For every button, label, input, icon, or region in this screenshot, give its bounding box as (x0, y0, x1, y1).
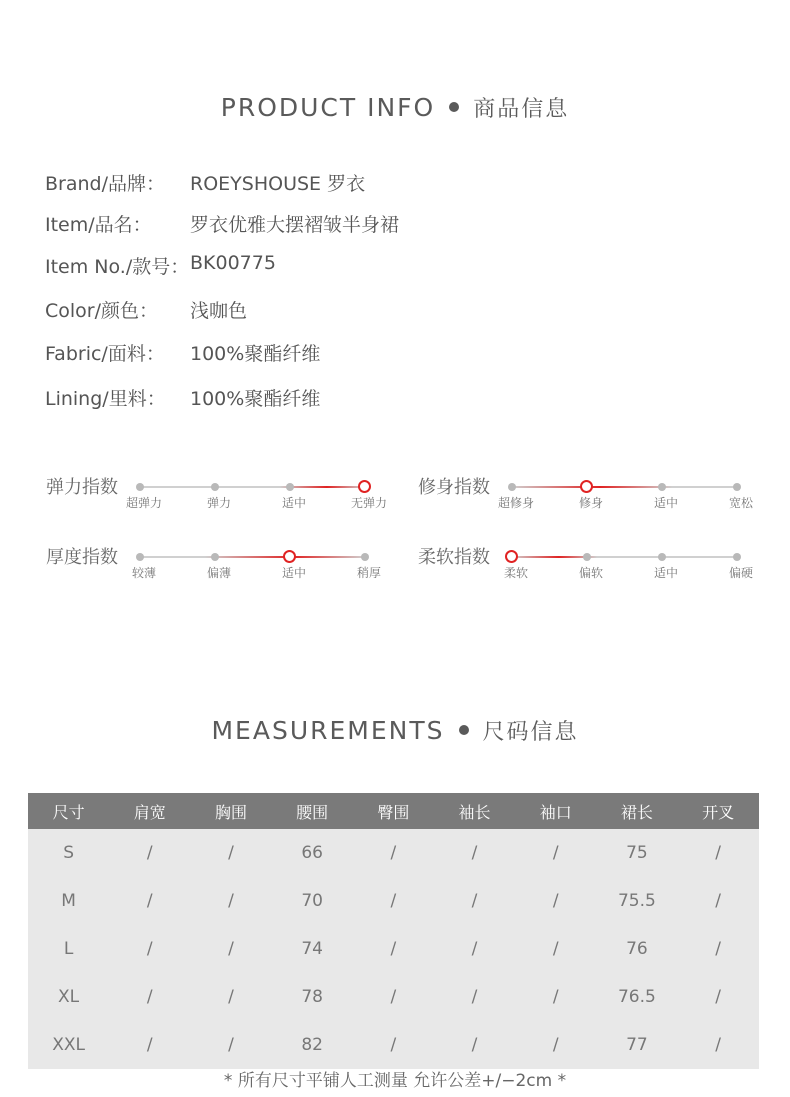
info-key: Lining/里料： (45, 388, 166, 410)
info-value: ROEYSHOUSE 罗衣 (190, 173, 366, 195)
table-row (28, 829, 759, 877)
index-label: 偏薄 (206, 566, 232, 580)
index-point (658, 483, 666, 491)
table-row (28, 1021, 759, 1069)
table-header-cell: 腰围 (296, 802, 329, 822)
table-header-cell: 开叉 (702, 802, 735, 822)
title-dot (449, 102, 459, 112)
info-key: Brand/品牌： (45, 173, 165, 195)
table-cell: XXL (52, 1035, 85, 1055)
measurements-title (0, 715, 790, 746)
info-key: Color/颜色： (45, 300, 159, 322)
table-cell: 82 (301, 1035, 323, 1055)
table-header-cell: 袖长 (458, 802, 491, 822)
table-cell: / (715, 843, 721, 863)
title-en: MEASUREMENTS (211, 716, 445, 745)
table-cell: / (471, 987, 478, 1007)
index-label: 无弹力 (350, 496, 388, 510)
title-cn: 商品信息 (473, 97, 570, 122)
table-cell: / (715, 987, 721, 1007)
info-value: 浅咖色 (190, 300, 248, 322)
index-point (136, 553, 144, 561)
table-cell: 70 (301, 891, 323, 911)
info-value: BK00775 (190, 252, 276, 274)
table-cell: / (146, 987, 153, 1007)
table-row (28, 973, 759, 1021)
index-point (136, 483, 144, 491)
index-label: 稍厚 (356, 566, 382, 580)
table-cell: / (390, 939, 397, 959)
index-label: 偏软 (578, 566, 604, 580)
table-header-row (28, 793, 759, 829)
table-cell: / (390, 1035, 397, 1055)
table-cell: L (63, 939, 74, 959)
table-cell: / (146, 843, 153, 863)
table-cell: M (61, 891, 76, 911)
index-label: 超修身 (497, 496, 535, 510)
index-point (286, 483, 294, 491)
table-cell: / (146, 939, 153, 959)
table-cell: 75 (626, 843, 648, 863)
table-cell: 66 (301, 843, 323, 863)
index-point (211, 553, 219, 561)
table-cell: / (146, 891, 153, 911)
table-header-cell: 尺寸 (52, 802, 85, 822)
table-cell: / (552, 939, 559, 959)
table-header-cell: 袖口 (539, 802, 572, 822)
table-cell: / (228, 987, 234, 1007)
table-cell: / (471, 939, 478, 959)
table-cell: 75.5 (617, 891, 656, 911)
index-point (508, 483, 516, 491)
table-cell: / (390, 843, 397, 863)
table-cell: / (552, 1035, 559, 1055)
index-label: 偏硬 (728, 566, 754, 580)
title-dot (459, 725, 469, 735)
info-key: Fabric/面料： (45, 343, 165, 365)
table-cell: / (390, 987, 397, 1007)
index-label: 弹力 (206, 496, 232, 510)
table-cell: 78 (301, 987, 323, 1007)
index-label: 适中 (653, 566, 679, 580)
table-cell: 76 (626, 939, 648, 959)
table-cell: / (471, 891, 478, 911)
table-cell: / (552, 987, 559, 1007)
index-point-selected (505, 550, 518, 563)
table-row (28, 925, 759, 973)
table-cell: / (228, 939, 234, 959)
index-point-selected (580, 480, 593, 493)
table-cell: 74 (301, 939, 323, 959)
index-point (583, 553, 591, 561)
index-point (658, 553, 666, 561)
table-cell: / (552, 843, 559, 863)
table-header-cell: 肩宽 (133, 802, 166, 822)
table-cell: 76.5 (617, 987, 656, 1007)
index-label: 超弹力 (125, 496, 163, 510)
table-cell: S (63, 843, 74, 863)
table-cell: / (228, 891, 234, 911)
table-cell: / (146, 1035, 153, 1055)
product-info-title (0, 92, 790, 123)
index-label: 修身 (578, 496, 604, 510)
index-label: 适中 (281, 566, 307, 580)
table-cell: / (715, 891, 721, 911)
index-point (361, 553, 369, 561)
table-cell: / (390, 891, 397, 911)
index-title: 厚度指数 (46, 547, 118, 568)
index-point-selected (358, 480, 371, 493)
table-cell: / (471, 1035, 478, 1055)
table-row (28, 877, 759, 925)
table-cell: 77 (626, 1035, 648, 1055)
table-cell: / (228, 843, 234, 863)
index-point-selected (283, 550, 296, 563)
index-label: 宽松 (728, 496, 754, 510)
title-cn: 尺码信息 (482, 720, 579, 745)
index-label: 柔软 (503, 566, 529, 580)
table-header-cell: 胸围 (214, 802, 247, 822)
table-header-cell: 臀围 (377, 802, 410, 822)
info-value: 100%聚酯纤维 (190, 388, 321, 410)
measurement-note: * 所有尺寸平铺人工测量 允许公差+/−2cm * (223, 1071, 567, 1091)
info-value: 罗衣优雅大摆褶皱半身裙 (190, 214, 400, 236)
index-title: 弹力指数 (46, 477, 118, 498)
table-cell: / (471, 843, 478, 863)
index-label: 较薄 (131, 566, 157, 580)
index-label: 适中 (281, 496, 307, 510)
info-value: 100%聚酯纤维 (190, 343, 321, 365)
index-title: 修身指数 (418, 477, 490, 498)
index-point (733, 483, 741, 491)
index-point (211, 483, 219, 491)
size-table (28, 793, 759, 1069)
index-label: 适中 (653, 496, 679, 510)
table-cell: / (715, 1035, 721, 1055)
index-title: 柔软指数 (418, 547, 490, 568)
table-header-cell: 裙长 (620, 802, 653, 822)
table-cell: / (715, 939, 721, 959)
info-key: Item No./款号： (45, 256, 190, 278)
index-point (733, 553, 741, 561)
table-cell: XL (58, 987, 80, 1007)
table-cell: / (552, 891, 559, 911)
info-key: Item/品名： (45, 214, 152, 236)
title-en: PRODUCT INFO (220, 93, 436, 122)
table-cell: / (228, 1035, 234, 1055)
